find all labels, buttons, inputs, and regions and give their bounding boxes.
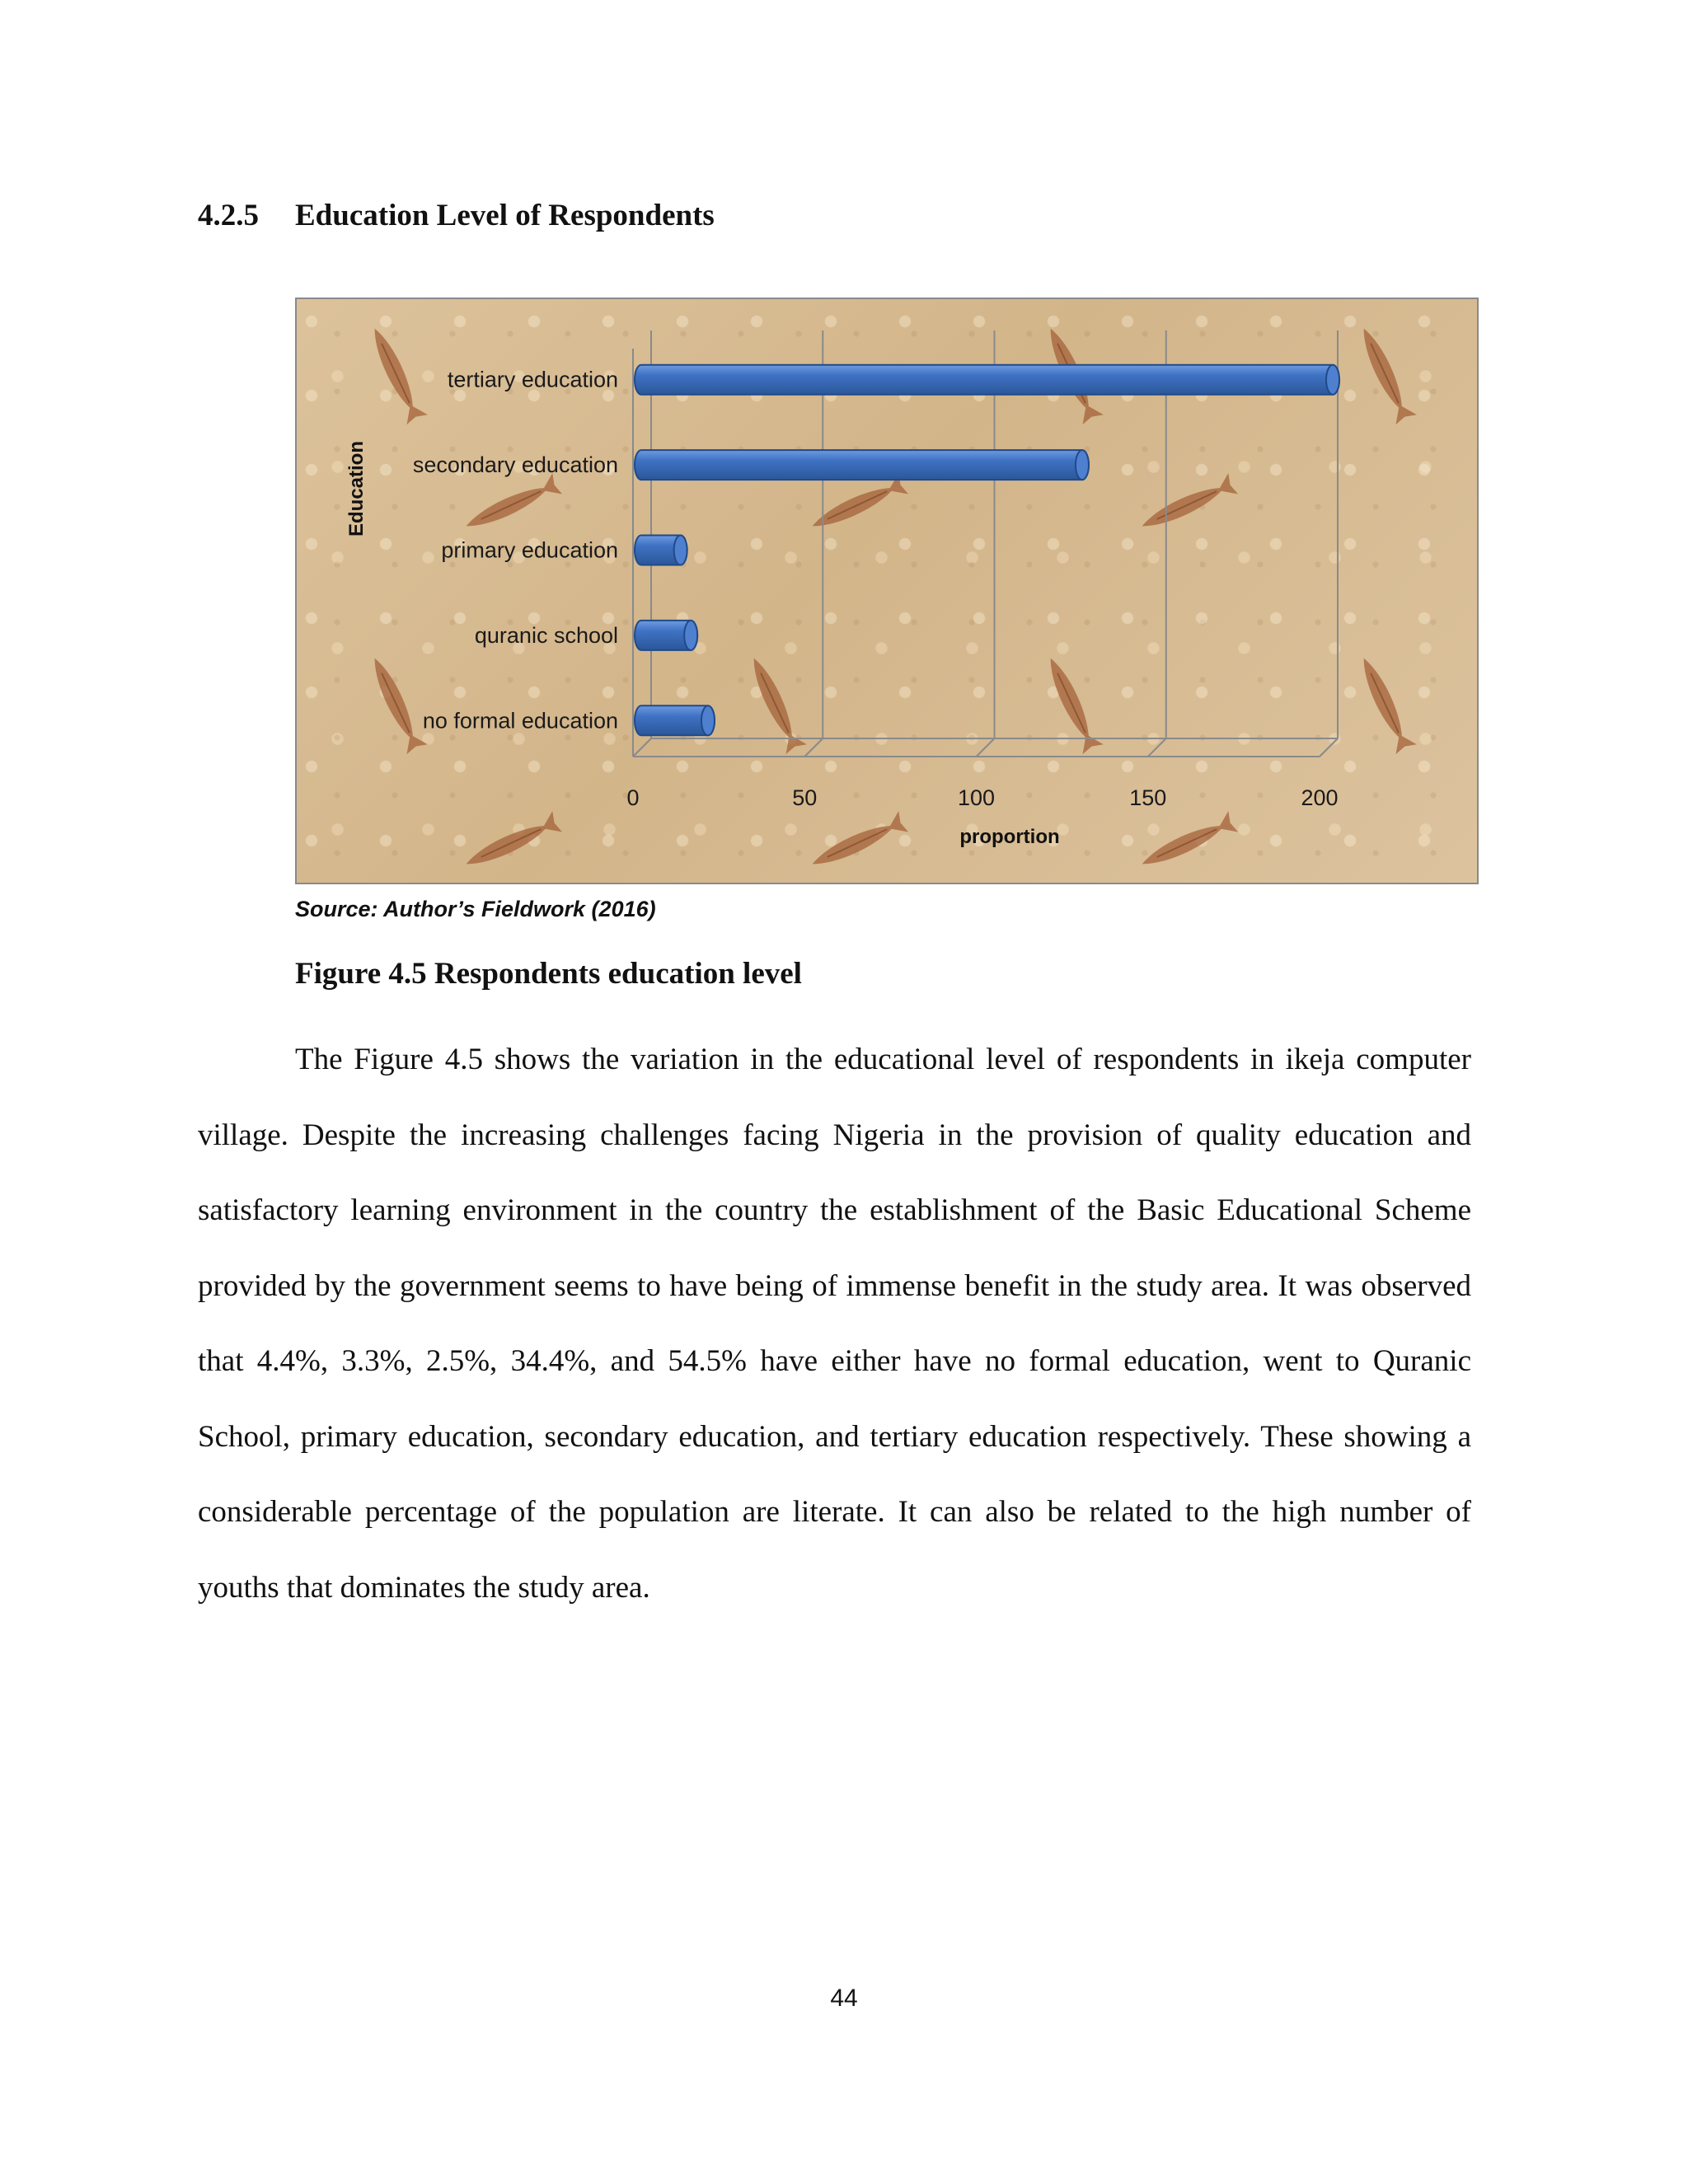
tick-label: 0 <box>626 785 640 810</box>
section-title: Education Level of Respondents <box>295 199 715 232</box>
category-label: quranic school <box>474 622 618 648</box>
gridline-floor <box>633 738 651 757</box>
bar <box>635 705 715 735</box>
bar <box>635 450 1089 480</box>
fossil-fish-icon <box>1353 324 1417 424</box>
fossil-fish-icon <box>808 811 908 874</box>
section-heading <box>198 198 715 233</box>
y-axis-title: Education <box>345 440 368 537</box>
tick-label: 100 <box>957 785 996 810</box>
x-axis-title: proportion <box>959 826 1060 848</box>
fossil-fish-icon <box>1137 473 1238 537</box>
fossil-fish-icon <box>462 473 562 537</box>
tick-label: 200 <box>1301 785 1339 810</box>
body-paragraph: The Figure 4.5 shows the variation in the educational level of respondents in ikeja computer village. Despite the increasing challenges facing Nigeria in the provision of quality education and satisfactory learning environment in the country the establishment of the Basic Educational Scheme provided by the government seems to have being of immense benefit in the study area. It was observed that 4.4%, 3.3%, 2.5%, 34.4%, and 54.5% have either have no formal education, went to Quranic School, primary education, secondary education, and tertiary education respectively. These showing a considerable percentage of the population are literate. It can also be related to the high number of youths that dominates the study area. <box>198 1043 1471 1605</box>
gridline-floor <box>1148 738 1166 757</box>
education-chart <box>295 298 1479 884</box>
category-label: primary education <box>441 537 618 563</box>
gridline-floor <box>804 738 823 757</box>
tick-labels <box>626 785 1338 810</box>
fossil-fish-icon <box>1353 654 1417 754</box>
gridline-floor <box>1320 738 1338 757</box>
category-label: tertiary education <box>447 367 618 392</box>
section-number: 4.2.5 <box>198 199 259 232</box>
figure-caption: Figure 4.5 Respondents education level <box>295 957 802 991</box>
category-label: secondary education <box>412 452 618 478</box>
fossil-fish-icon <box>364 654 428 754</box>
fossil-fish-icon <box>462 811 562 874</box>
chart-svg <box>297 299 1479 884</box>
fossil-fish-icon <box>1137 811 1238 874</box>
category-labels <box>413 368 618 733</box>
fossil-decorations <box>364 324 1417 874</box>
gridline-floor <box>977 738 995 757</box>
bar <box>635 365 1339 395</box>
chart-bars <box>635 365 1339 736</box>
fossil-fish-icon <box>364 324 428 424</box>
bar <box>635 536 687 565</box>
tick-label: 50 <box>792 785 818 810</box>
tick-label: 150 <box>1129 785 1167 810</box>
figure-source: Source: Author’s Fieldwork (2016) <box>295 897 656 921</box>
page-number: 44 <box>830 1985 858 2012</box>
category-label: no formal education <box>422 708 618 733</box>
bar <box>635 621 697 650</box>
